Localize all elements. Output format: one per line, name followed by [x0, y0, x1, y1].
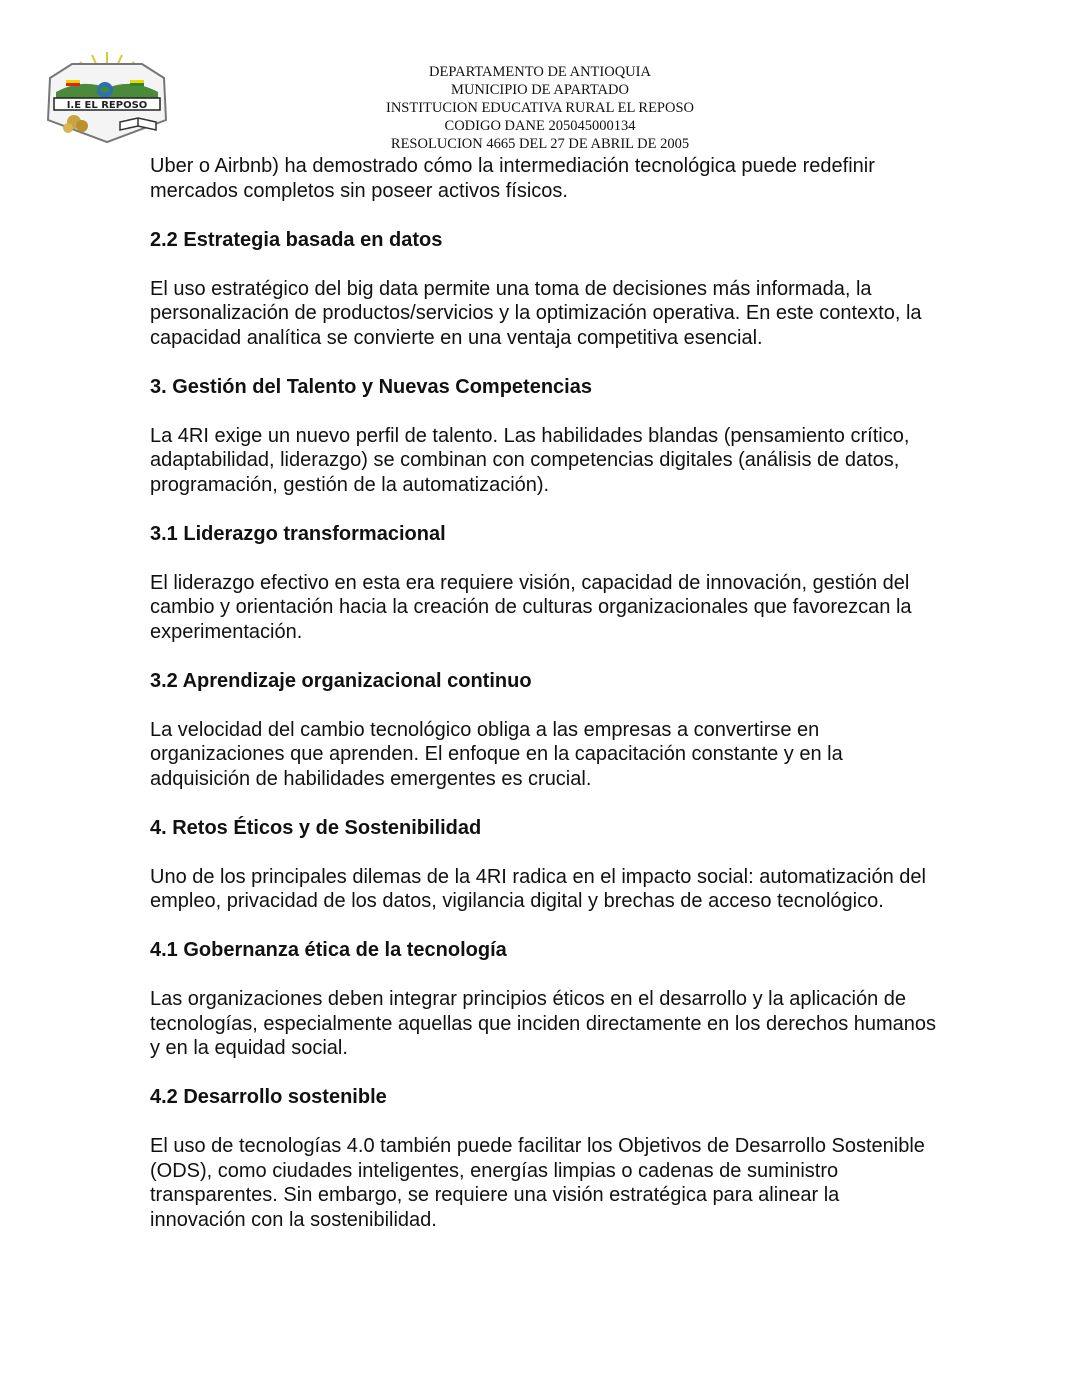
section-heading: 4. Retos Éticos y de Sostenibilidad	[150, 816, 482, 839]
header-resolution: RESOLUCION 4665 DEL 27 DE ABRIL DE 2005	[390, 136, 690, 152]
section-paragraph: Uno de los principales dilemas de la 4RI radica en el impacto social: automatización del empleo, privacidad de los datos, vigilancia digital y brechas de acceso tecnológico.	[150, 865, 926, 912]
section-paragraph: La velocidad del cambio tecnológico obliga a las empresas a convertirse en organizaciones que aprenden. El enfoque en la capacitación constante y en la adquisición de habilidades emergentes es crucial.	[150, 718, 843, 790]
section-paragraph: El uso de tecnologías 4.0 también puede facilitar los Objetivos de Desarrollo Sostenible (ODS), como ciudades inteligentes, energías limpias o cadenas de suministro transparentes. Sin embargo, se requiere una visión estratégica para alinear la innovación con la sostenibilidad.	[150, 1135, 925, 1231]
section-paragraph: Las organizaciones deben integrar principios éticos en el desarrollo y la aplicación de tecnologías, especialmente aquellas que inciden directamente en los derechos humanos y en la equidad social.	[150, 988, 937, 1059]
header-dane-code: CODIGO DANE 205045000134	[444, 118, 636, 134]
section-heading: 4.2 Desarrollo sostenible	[150, 1086, 387, 1108]
logo-banner-text: I.E EL REPOSO	[66, 100, 148, 111]
header-institution: INSTITUCION EDUCATIVA RURAL EL REPOSO	[386, 100, 694, 116]
section-paragraph: El uso estratégico del big data permite una toma de decisiones más informada, la personalización de productos/servicios y la optimización operativa. En este contexto, la capacidad analítica se convierte en una ventaja competitiva esencial.	[150, 277, 922, 349]
intro-continuation-paragraph: Uber o Airbnb) ha demostrado cómo la intermediación tecnológica puede redefinir mercados completos sin poseer activos físicos.	[150, 155, 875, 202]
section-heading: 3.1 Liderazgo transformacional	[150, 522, 446, 545]
section-paragraph: El liderazgo efectivo en esta era requiere visión, capacidad de innovación, gestión del cambio y orientación hacia la creación de culturas organizacionales que favorezcan la experimentación.	[150, 571, 912, 643]
section-paragraph: La 4RI exige un nuevo perfil de talento. Las habilidades blandas (pensamiento crítico, adaptabilidad, liderazgo) se combinan con competencias digitales (análisis de datos, programación, gestión de la automatización).	[150, 424, 910, 496]
school-crest-icon	[42, 50, 172, 145]
section-heading: 2.2 Estrategia basada en datos	[150, 228, 443, 251]
section-heading: 3. Gestión del Talento y Nuevas Competencias	[150, 375, 592, 398]
header-department: DEPARTAMENTO DE ANTIOQUIA	[429, 64, 651, 80]
document-body	[150, 154, 940, 1257]
school-crest-logo	[42, 50, 172, 145]
section-heading: 4.1 Gobernanza ética de la tecnología	[150, 939, 507, 961]
institution-header	[340, 63, 740, 153]
header-municipality: MUNICIPIO DE APARTADO	[451, 82, 629, 98]
section-heading: 3.2 Aprendizaje organizacional continuo	[150, 669, 532, 692]
